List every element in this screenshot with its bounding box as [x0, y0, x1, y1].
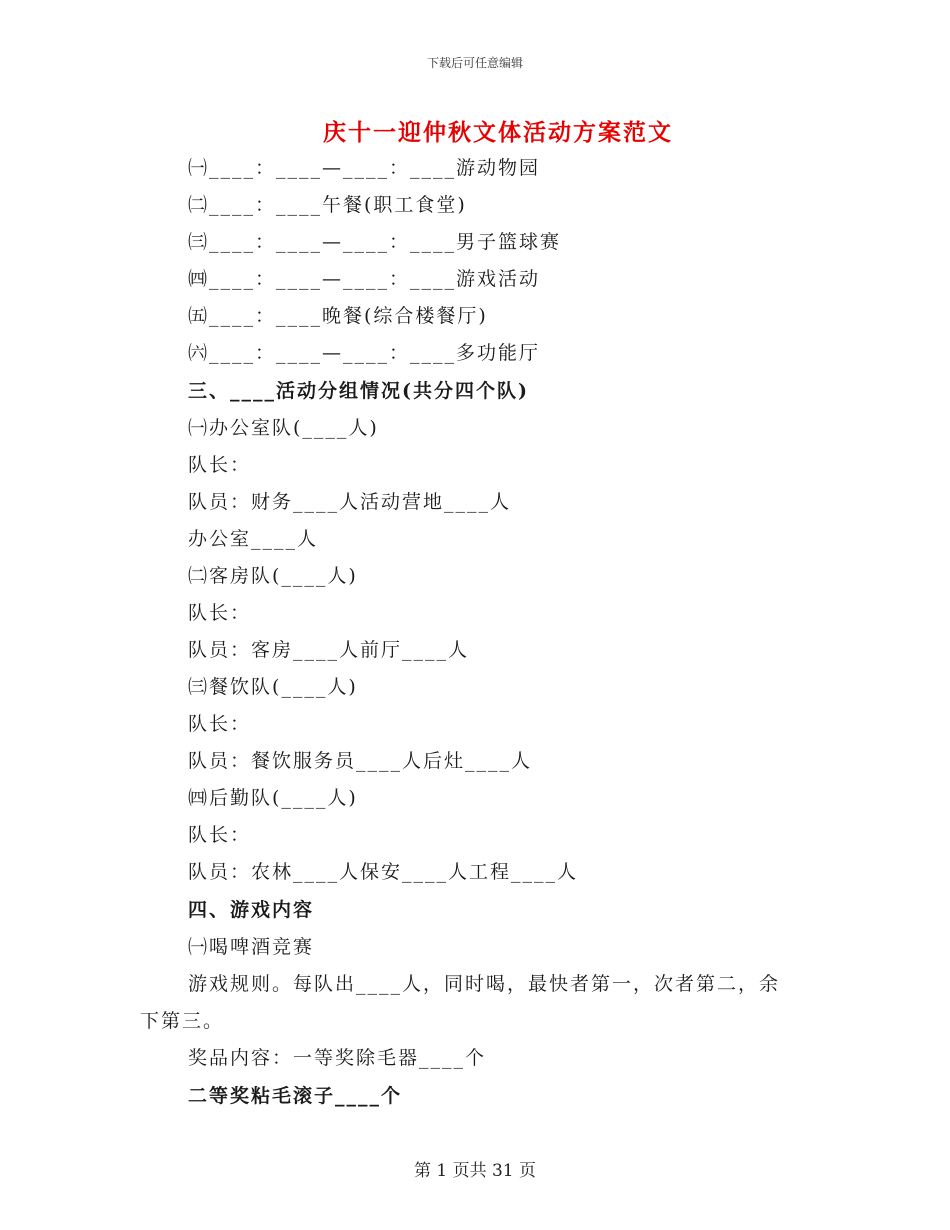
- team-2-members: 队员：客房____人前厅____人: [188, 639, 470, 661]
- team-1-leader: 队长：: [188, 454, 252, 476]
- game-1-heading: ㈠喝啤酒竞赛: [188, 936, 315, 958]
- schedule-line-5: ㈤____：____晚餐(综合楼餐厅): [188, 305, 488, 327]
- section-heading-games: 四、游戏内容: [188, 899, 315, 921]
- team-1-heading: ㈠办公室队(____人): [188, 417, 379, 439]
- document-title: 庆十一迎仲秋文体活动方案范文: [323, 119, 673, 146]
- team-2-leader: 队长：: [188, 602, 252, 624]
- team-4-leader: 队长：: [188, 824, 252, 846]
- schedule-line-4: ㈣____：____—____：____游戏活动: [188, 268, 541, 290]
- team-3-heading: ㈢餐饮队(____人): [188, 676, 358, 698]
- section-heading-grouping: 三、____活动分组情况(共分四个队): [188, 380, 529, 402]
- schedule-line-3: ㈢____：____—____：____男子篮球赛: [188, 231, 562, 253]
- schedule-line-6: ㈥____：____—____：____多功能厅: [188, 342, 541, 364]
- page-footer: 第 1 页共 31 页: [413, 1161, 537, 1181]
- team-1-members-cont: 办公室____人: [188, 528, 319, 550]
- game-1-rules: 游戏规则。每队出____人，同时喝，最快者第一，次者第二，余: [188, 973, 781, 995]
- team-3-members: 队员：餐饮服务员____人后灶____人: [188, 750, 533, 772]
- schedule-line-2: ㈡____：____午餐(职工食堂): [188, 194, 467, 216]
- schedule-line-1: ㈠____：____—____：____游动物园: [188, 157, 541, 179]
- game-1-rules-cont: 下第三。: [140, 1010, 225, 1032]
- team-4-members: 队员：农林____人保安____人工程____人: [188, 861, 579, 883]
- header-note: 下载后可任意编辑: [426, 56, 523, 70]
- team-3-leader: 队长：: [188, 713, 252, 735]
- prize-second: 二等奖粘毛滚子____个: [188, 1085, 403, 1107]
- team-4-heading: ㈣后勤队(____人): [188, 787, 358, 809]
- prize-first: 奖品内容：一等奖除毛器____个: [188, 1047, 487, 1069]
- team-2-heading: ㈡客房队(____人): [188, 565, 358, 587]
- team-1-members: 队员：财务____人活动营地____人: [188, 491, 512, 513]
